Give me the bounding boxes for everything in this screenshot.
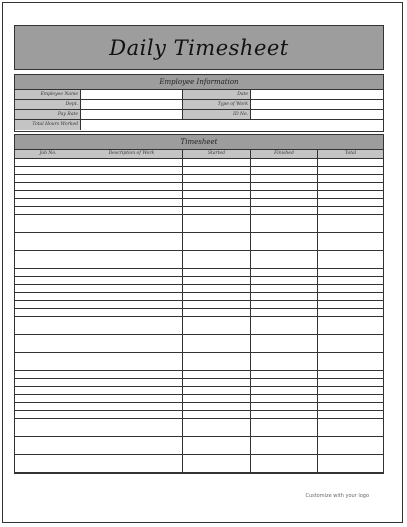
timesheet-cell[interactable] bbox=[15, 159, 81, 166]
timesheet-cell[interactable] bbox=[15, 335, 81, 352]
dept-label: Dept. bbox=[15, 100, 81, 109]
timesheet-cell[interactable] bbox=[318, 353, 383, 370]
timesheet-cell[interactable] bbox=[183, 251, 251, 268]
timesheet-cell[interactable] bbox=[251, 335, 318, 352]
timesheet-cell[interactable] bbox=[15, 199, 81, 206]
timesheet-cell[interactable] bbox=[183, 379, 251, 386]
total-hours-label: Total Hours Worked bbox=[15, 120, 81, 130]
timesheet-cell[interactable] bbox=[15, 395, 81, 402]
timesheet-cell[interactable] bbox=[318, 455, 383, 472]
timesheet-cell[interactable] bbox=[183, 309, 251, 316]
timesheet-row bbox=[15, 293, 383, 301]
timesheet-row bbox=[15, 371, 383, 379]
timesheet-section bbox=[14, 134, 384, 474]
timesheet-cell[interactable] bbox=[183, 167, 251, 174]
timesheet-cell[interactable] bbox=[183, 419, 251, 436]
timesheet-cell[interactable] bbox=[183, 199, 251, 206]
timesheet-cell[interactable] bbox=[15, 455, 81, 472]
timesheet-cell[interactable] bbox=[318, 335, 383, 352]
timesheet-cell[interactable] bbox=[15, 411, 81, 418]
timesheet-cell[interactable] bbox=[81, 455, 183, 472]
timesheet-cell[interactable] bbox=[15, 277, 81, 284]
timesheet-cell[interactable] bbox=[251, 167, 318, 174]
timesheet-cell[interactable] bbox=[251, 379, 318, 386]
timesheet-cell[interactable] bbox=[318, 371, 383, 378]
timesheet-cell[interactable] bbox=[251, 395, 318, 402]
timesheet-cell[interactable] bbox=[15, 309, 81, 316]
timesheet-cell[interactable] bbox=[15, 233, 81, 250]
timesheet-cell[interactable] bbox=[251, 387, 318, 394]
timesheet-row bbox=[15, 395, 383, 403]
timesheet-cell[interactable] bbox=[15, 371, 81, 378]
timesheet-cell[interactable] bbox=[318, 379, 383, 386]
page-title: Daily Timesheet bbox=[109, 35, 289, 60]
col-header-started: Started bbox=[183, 150, 251, 158]
timesheet-cell[interactable] bbox=[15, 293, 81, 300]
timesheet-cell[interactable] bbox=[183, 233, 251, 250]
timesheet-cell[interactable] bbox=[15, 269, 81, 276]
timesheet-cell[interactable] bbox=[318, 293, 383, 300]
timesheet-cell[interactable] bbox=[183, 403, 251, 410]
timesheet-cell[interactable] bbox=[183, 301, 251, 308]
pay-rate-field[interactable] bbox=[81, 110, 183, 119]
timesheet-cell[interactable] bbox=[15, 379, 81, 386]
timesheet-cell[interactable] bbox=[15, 317, 81, 334]
timesheet-cell[interactable] bbox=[251, 191, 318, 198]
timesheet-cell[interactable] bbox=[251, 215, 318, 232]
timesheet-cell[interactable] bbox=[15, 191, 81, 198]
employee-section-heading: Employee Information bbox=[15, 75, 383, 90]
timesheet-cell[interactable] bbox=[81, 199, 183, 206]
timesheet-row bbox=[15, 285, 383, 293]
id-no-field[interactable] bbox=[251, 110, 383, 119]
timesheet-cell[interactable] bbox=[15, 285, 81, 292]
timesheet-cell[interactable] bbox=[318, 387, 383, 394]
timesheet-cell[interactable] bbox=[318, 411, 383, 418]
timesheet-cell[interactable] bbox=[81, 167, 183, 174]
timesheet-cell[interactable] bbox=[15, 207, 81, 214]
timesheet-cell[interactable] bbox=[81, 175, 183, 182]
timesheet-cell[interactable] bbox=[81, 251, 183, 268]
timesheet-cell[interactable] bbox=[183, 191, 251, 198]
timesheet-cell[interactable] bbox=[183, 207, 251, 214]
timesheet-cell[interactable] bbox=[318, 395, 383, 402]
timesheet-cell[interactable] bbox=[251, 183, 318, 190]
timesheet-row bbox=[15, 335, 383, 353]
timesheet-row bbox=[15, 191, 383, 199]
timesheet-cell[interactable] bbox=[15, 215, 81, 232]
timesheet-cell[interactable] bbox=[15, 251, 81, 268]
total-hours-field[interactable] bbox=[81, 120, 383, 130]
timesheet-cell[interactable] bbox=[81, 159, 183, 166]
timesheet-row bbox=[15, 411, 383, 419]
timesheet-row bbox=[15, 317, 383, 335]
timesheet-cell[interactable] bbox=[81, 371, 183, 378]
timesheet-row bbox=[15, 269, 383, 277]
type-of-work-field[interactable] bbox=[251, 100, 383, 109]
timesheet-cell[interactable] bbox=[81, 285, 183, 292]
timesheet-cell[interactable] bbox=[251, 207, 318, 214]
timesheet-row bbox=[15, 301, 383, 309]
timesheet-row bbox=[15, 199, 383, 207]
col-header-job-no: Job No. bbox=[39, 151, 57, 156]
timesheet-section-heading: Timesheet bbox=[15, 135, 383, 150]
timesheet-cell[interactable] bbox=[318, 309, 383, 316]
timesheet-cell[interactable] bbox=[81, 335, 183, 352]
timesheet-cell[interactable] bbox=[81, 293, 183, 300]
timesheet-row bbox=[15, 437, 383, 455]
timesheet-cell[interactable] bbox=[81, 411, 183, 418]
timesheet-row bbox=[15, 309, 383, 317]
employee-information-section bbox=[14, 74, 384, 132]
timesheet-cell[interactable] bbox=[251, 371, 318, 378]
timesheet-cell[interactable] bbox=[183, 277, 251, 284]
timesheet-cell[interactable] bbox=[183, 455, 251, 472]
timesheet-cell[interactable] bbox=[318, 207, 383, 214]
timesheet-row bbox=[15, 215, 383, 233]
timesheet-cell[interactable] bbox=[318, 215, 383, 232]
timesheet-cell[interactable] bbox=[81, 387, 183, 394]
timesheet-row bbox=[15, 403, 383, 411]
timesheet-cell[interactable] bbox=[81, 183, 183, 190]
timesheet-row bbox=[15, 353, 383, 371]
timesheet-cell[interactable] bbox=[318, 419, 383, 436]
timesheet-row bbox=[15, 251, 383, 269]
timesheet-cell[interactable] bbox=[183, 293, 251, 300]
timesheet-cell[interactable] bbox=[183, 269, 251, 276]
employee-name-label: Employee Name bbox=[15, 90, 81, 99]
timesheet-cell[interactable] bbox=[81, 419, 183, 436]
timesheet-cell[interactable] bbox=[81, 301, 183, 308]
timesheet-row bbox=[15, 419, 383, 437]
timesheet-cell[interactable] bbox=[15, 353, 81, 370]
timesheet-cell[interactable] bbox=[251, 285, 318, 292]
type-of-work-label: Type of Work bbox=[183, 100, 251, 109]
employee-row bbox=[15, 100, 383, 110]
timesheet-cell[interactable] bbox=[251, 277, 318, 284]
timesheet-row bbox=[15, 379, 383, 387]
timesheet-cell[interactable] bbox=[251, 159, 318, 166]
timesheet-cell[interactable] bbox=[251, 269, 318, 276]
timesheet-row bbox=[15, 455, 383, 473]
timesheet-row bbox=[15, 387, 383, 395]
employee-row bbox=[15, 120, 383, 130]
timesheet-cell[interactable] bbox=[183, 215, 251, 232]
timesheet-cell[interactable] bbox=[183, 411, 251, 418]
employee-name-field[interactable] bbox=[81, 90, 183, 99]
timesheet-cell[interactable] bbox=[318, 175, 383, 182]
timesheet-column-headers bbox=[15, 150, 383, 159]
timesheet-cell[interactable] bbox=[183, 395, 251, 402]
timesheet-cell[interactable] bbox=[81, 379, 183, 386]
timesheet-cell[interactable] bbox=[318, 233, 383, 250]
timesheet-cell[interactable] bbox=[183, 437, 251, 454]
timesheet-cell[interactable] bbox=[251, 301, 318, 308]
timesheet-cell[interactable] bbox=[251, 353, 318, 370]
col-header-description: Description of Work bbox=[81, 150, 183, 158]
timesheet-cell[interactable] bbox=[15, 387, 81, 394]
timesheet-cell[interactable] bbox=[15, 167, 81, 174]
timesheet-cell[interactable] bbox=[15, 419, 81, 436]
timesheet-cell[interactable] bbox=[81, 353, 183, 370]
col-header-total: Total bbox=[344, 151, 357, 156]
footer-note: Customize with your logo bbox=[305, 493, 369, 499]
timesheet-cell[interactable] bbox=[183, 175, 251, 182]
timesheet-cell[interactable] bbox=[318, 403, 383, 410]
timesheet-cell[interactable] bbox=[251, 403, 318, 410]
timesheet-row bbox=[15, 207, 383, 215]
timesheet-cell[interactable] bbox=[251, 309, 318, 316]
timesheet-cell[interactable] bbox=[318, 251, 383, 268]
timesheet-cell[interactable] bbox=[318, 285, 383, 292]
timesheet-cell[interactable] bbox=[318, 199, 383, 206]
timesheet-cell[interactable] bbox=[183, 335, 251, 352]
employee-row bbox=[15, 90, 383, 100]
timesheet-cell[interactable] bbox=[251, 233, 318, 250]
timesheet-cell[interactable] bbox=[81, 403, 183, 410]
timesheet-cell[interactable] bbox=[251, 455, 318, 472]
timesheet-cell[interactable] bbox=[81, 437, 183, 454]
timesheet-row bbox=[15, 183, 383, 191]
id-no-label: ID No. bbox=[183, 110, 251, 119]
employee-row bbox=[15, 110, 383, 120]
timesheet-cell[interactable] bbox=[251, 419, 318, 436]
timesheet-cell[interactable] bbox=[251, 175, 318, 182]
pay-rate-label: Pay Rate bbox=[15, 110, 81, 119]
timesheet-cell[interactable] bbox=[318, 159, 383, 166]
timesheet-cell[interactable] bbox=[183, 371, 251, 378]
dept-field[interactable] bbox=[81, 100, 183, 109]
timesheet-cell[interactable] bbox=[81, 309, 183, 316]
timesheet-cell[interactable] bbox=[251, 199, 318, 206]
timesheet-cell[interactable] bbox=[318, 183, 383, 190]
timesheet-rows bbox=[15, 159, 383, 474]
timesheet-cell[interactable] bbox=[81, 233, 183, 250]
timesheet-cell[interactable] bbox=[81, 215, 183, 232]
timesheet-cell[interactable] bbox=[183, 183, 251, 190]
timesheet-cell[interactable] bbox=[15, 403, 81, 410]
timesheet-cell[interactable] bbox=[251, 411, 318, 418]
timesheet-cell[interactable] bbox=[183, 353, 251, 370]
timesheet-cell[interactable] bbox=[251, 437, 318, 454]
timesheet-cell[interactable] bbox=[318, 277, 383, 284]
timesheet-cell[interactable] bbox=[81, 317, 183, 334]
date-field[interactable] bbox=[251, 90, 383, 99]
title-banner bbox=[14, 25, 384, 70]
timesheet-cell[interactable] bbox=[15, 183, 81, 190]
col-header-finished: Finished bbox=[251, 150, 318, 158]
timesheet-cell[interactable] bbox=[15, 301, 81, 308]
timesheet-row bbox=[15, 233, 383, 251]
timesheet-row bbox=[15, 159, 383, 167]
timesheet-row bbox=[15, 175, 383, 183]
timesheet-cell[interactable] bbox=[318, 191, 383, 198]
timesheet-cell[interactable] bbox=[251, 251, 318, 268]
timesheet-cell[interactable] bbox=[81, 207, 183, 214]
timesheet-cell[interactable] bbox=[318, 437, 383, 454]
timesheet-cell[interactable] bbox=[318, 167, 383, 174]
timesheet-cell[interactable] bbox=[81, 395, 183, 402]
timesheet-cell[interactable] bbox=[318, 317, 383, 334]
timesheet-cell[interactable] bbox=[81, 277, 183, 284]
timesheet-cell[interactable] bbox=[183, 387, 251, 394]
timesheet-row bbox=[15, 277, 383, 285]
timesheet-cell[interactable] bbox=[318, 301, 383, 308]
timesheet-cell[interactable] bbox=[183, 159, 251, 166]
timesheet-cell[interactable] bbox=[183, 285, 251, 292]
timesheet-cell[interactable] bbox=[251, 317, 318, 334]
timesheet-cell[interactable] bbox=[183, 317, 251, 334]
timesheet-cell[interactable] bbox=[15, 437, 81, 454]
timesheet-cell[interactable] bbox=[15, 175, 81, 182]
timesheet-row bbox=[15, 167, 383, 175]
timesheet-cell[interactable] bbox=[81, 191, 183, 198]
date-label: Date bbox=[183, 90, 251, 99]
timesheet-cell[interactable] bbox=[318, 269, 383, 276]
timesheet-cell[interactable] bbox=[251, 293, 318, 300]
timesheet-cell[interactable] bbox=[81, 269, 183, 276]
